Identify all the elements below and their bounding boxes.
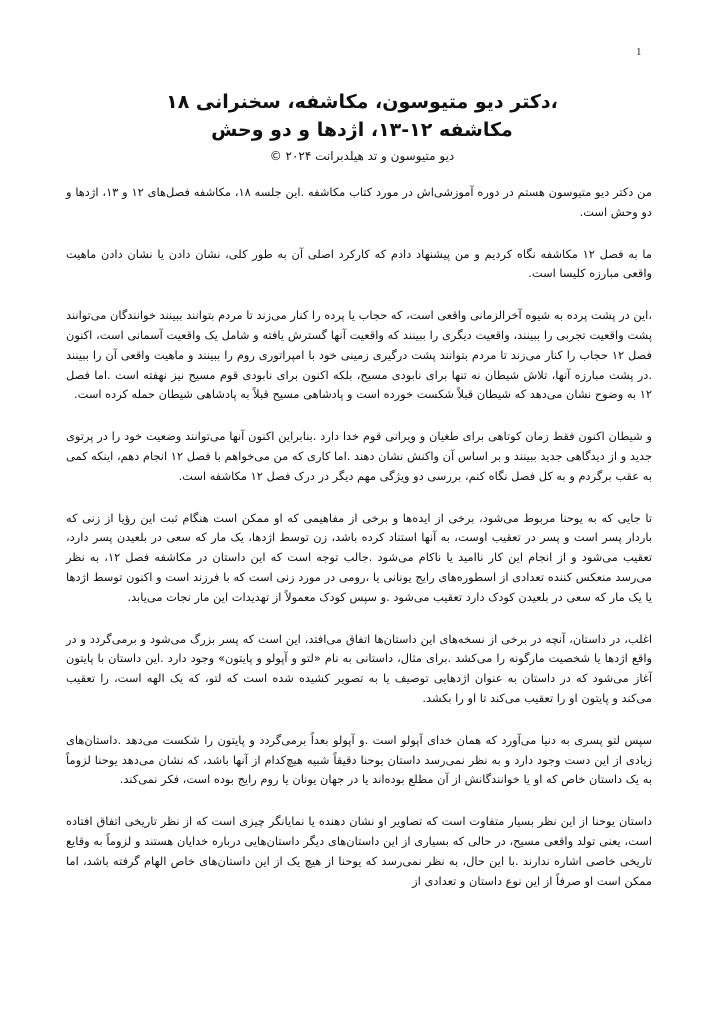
body-paragraph: سپس لتو پسری به دنیا می‌آورد که همان خدای آپولو است .و آپولو بعداً برمی‌گردد و پایتون را شکست می‌دهد .داستان‌های زیادی از این دست وجود دارد و به نظر نمی‌رسد داستان یوحنا دقیقاً شبیه هیچ‌کدام از آنها باشد، که نشان می‌دهد یوحنا لزوماً به یک داستان خاص که او یا خوانندگانش از آن مطلع بوده‌اند یا در جهان یونان یا روم رایج بوده است، فکر نمی‌کند. bbox=[66, 732, 652, 787]
body-paragraph: ما به فصل ۱۲ مکاشفه نگاه کردیم و من پیشنهاد دادم که کارکرد اصلی آن به طور کلی، نشان دادن یا نشان دادن ماهیت واقعی مبارزه کلیسا است. bbox=[66, 246, 652, 281]
document-header bbox=[70, 88, 654, 166]
author-byline: دیو متیوسون و تد هیلدبرانت ۲۰۲۴ © bbox=[269, 149, 455, 163]
page-number: 1 bbox=[636, 46, 642, 58]
page-subtitle: مکاشفه ۱۲-۱۳، اژدها و دو وحش bbox=[211, 119, 513, 141]
body-paragraph: ،این در پشت پرده به شیوه آخرالزمانی واقعی است، که حجاب یا پرده را کنار می‌زند تا مردم بتوانند ببینند خوانندگان می‌توانند پشت واقعیت تجربی را ببینند، واقعیت دیگری را ببینند که واقعیت آنها گسترش یافته و شامل یک واقعیت آسمانی است، اکنون فصل ۱۲ حجاب را کنار می‌زند تا مردم بتوانند پشت درگیری زمینی خود با امپراتوری روم را ببینند و ماهیت واقعی آن را ببینند .در پشت مبارزه آنها، تلاش شیطان نه تنها برای نابودی مسیح، بلکه اکنون برای نابودی قوم مسیح نیز نهفته است .اما فصل ۱۲ به وضوح نشان می‌دهد که شیطان قبلاً شکست خورده است و پادشاهی مسیح قبلاً به پادشاهی شیطان حمله کرده است. bbox=[66, 308, 652, 402]
body-paragraph: تا جایی که به یوحنا مربوط می‌شود، برخی از ایده‌ها و برخی از مفاهیمی که او ممکن است هنگام ثبت این رؤیا از زنی که باردار پسر است و پسر در تعقیب اوست، به آنها استناد کرده باشد، زن توسط اژدها، یک مار که سعی در بلعیدن پسر دارد، تعقیب می‌شود و از انجام این کار ناامید یا ناکام می‌شود .جالب توجه است که این داستان در مکاشفه فصل ۱۲، به نظر می‌رسد منعکس کننده تعدادی از اسطوره‌های رایج یونانی یا ،رومی در مورد زنی است که با فرزند است و اکنون توسط اژدها یا یک مار که سعی در بلعیدن کودک دارد تعقیب می‌شود .و سپس کودک معمولاً از تهدیدات این مار نجات می‌یابد. bbox=[66, 510, 652, 604]
document-body bbox=[66, 183, 652, 913]
body-paragraph: اغلب، در داستان، آنچه در برخی از نسخه‌های این داستان‌ها اتفاق می‌افتد، این است که پسر بزرگ می‌شود و برمی‌گردد و در واقع اژدها یا شخصیت مارگونه را می‌کشد .برای مثال، داستانی به نام «لتو و آپولو و پایتون» وجود دارد .این داستان با پایتون آغاز می‌شود که در داستان به عنوان اژدهایی توصیف یا به تصویر کشیده شده است که لتو، که یک الهه است، را تعقیب می‌کند و پایتون او را تعقیب می‌کند تا او را بکشد. bbox=[66, 631, 652, 705]
page-title: ،دکتر دیو متیوسون، مکاشفه، سخنرانی ۱۸ bbox=[166, 91, 558, 113]
body-paragraph: داستان یوحنا از این نظر بسیار متفاوت است که تصاویر او نشان دهنده یا نمایانگر چیزی است که از نظر تاریخی اتفاق افتاده است، یعنی تولد واقعی مسیح، در حالی که بسیاری از این داستان‌های دیگر داستان‌هایی درباره خدایان هستند و لزوماً به وقایع تاریخی خاصی اشاره ندارند .با این حال، به نظر نمی‌رسد که یوحنا از هیچ یک از این داستان‌های خاص الهام گرفته باشد، اما ممکن است او صرفاً از این نوع داستان و تعدادی از bbox=[66, 814, 652, 888]
body-paragraph: من دکتر دیو متیوسون هستم در دوره آموزشی‌اش در مورد کتاب مکاشفه .این جلسه ۱۸، مکاشفه فصل‌های ۱۲ و ۱۳، اژدها و دو وحش است. bbox=[66, 185, 652, 219]
body-paragraph: و شیطان اکنون فقط زمان کوتاهی برای طغیان و ویرانی قوم خدا دارد .بنابراین اکنون آنها می‌توانند وضعیت خود را در پرتوی جدید و از دیدگاهی جدید ببینند و بر اساس آن واکنش نشان دهند .اما کاری که من می‌خواهم با فصل ۱۲ انجام دهم، اینکه کمی به عقب برگردم و به کل فصل نگاه کنم، بررسی دو ویژگی مهم دیگر در درک فصل ۱۲ مکاشفه است. bbox=[66, 429, 653, 483]
